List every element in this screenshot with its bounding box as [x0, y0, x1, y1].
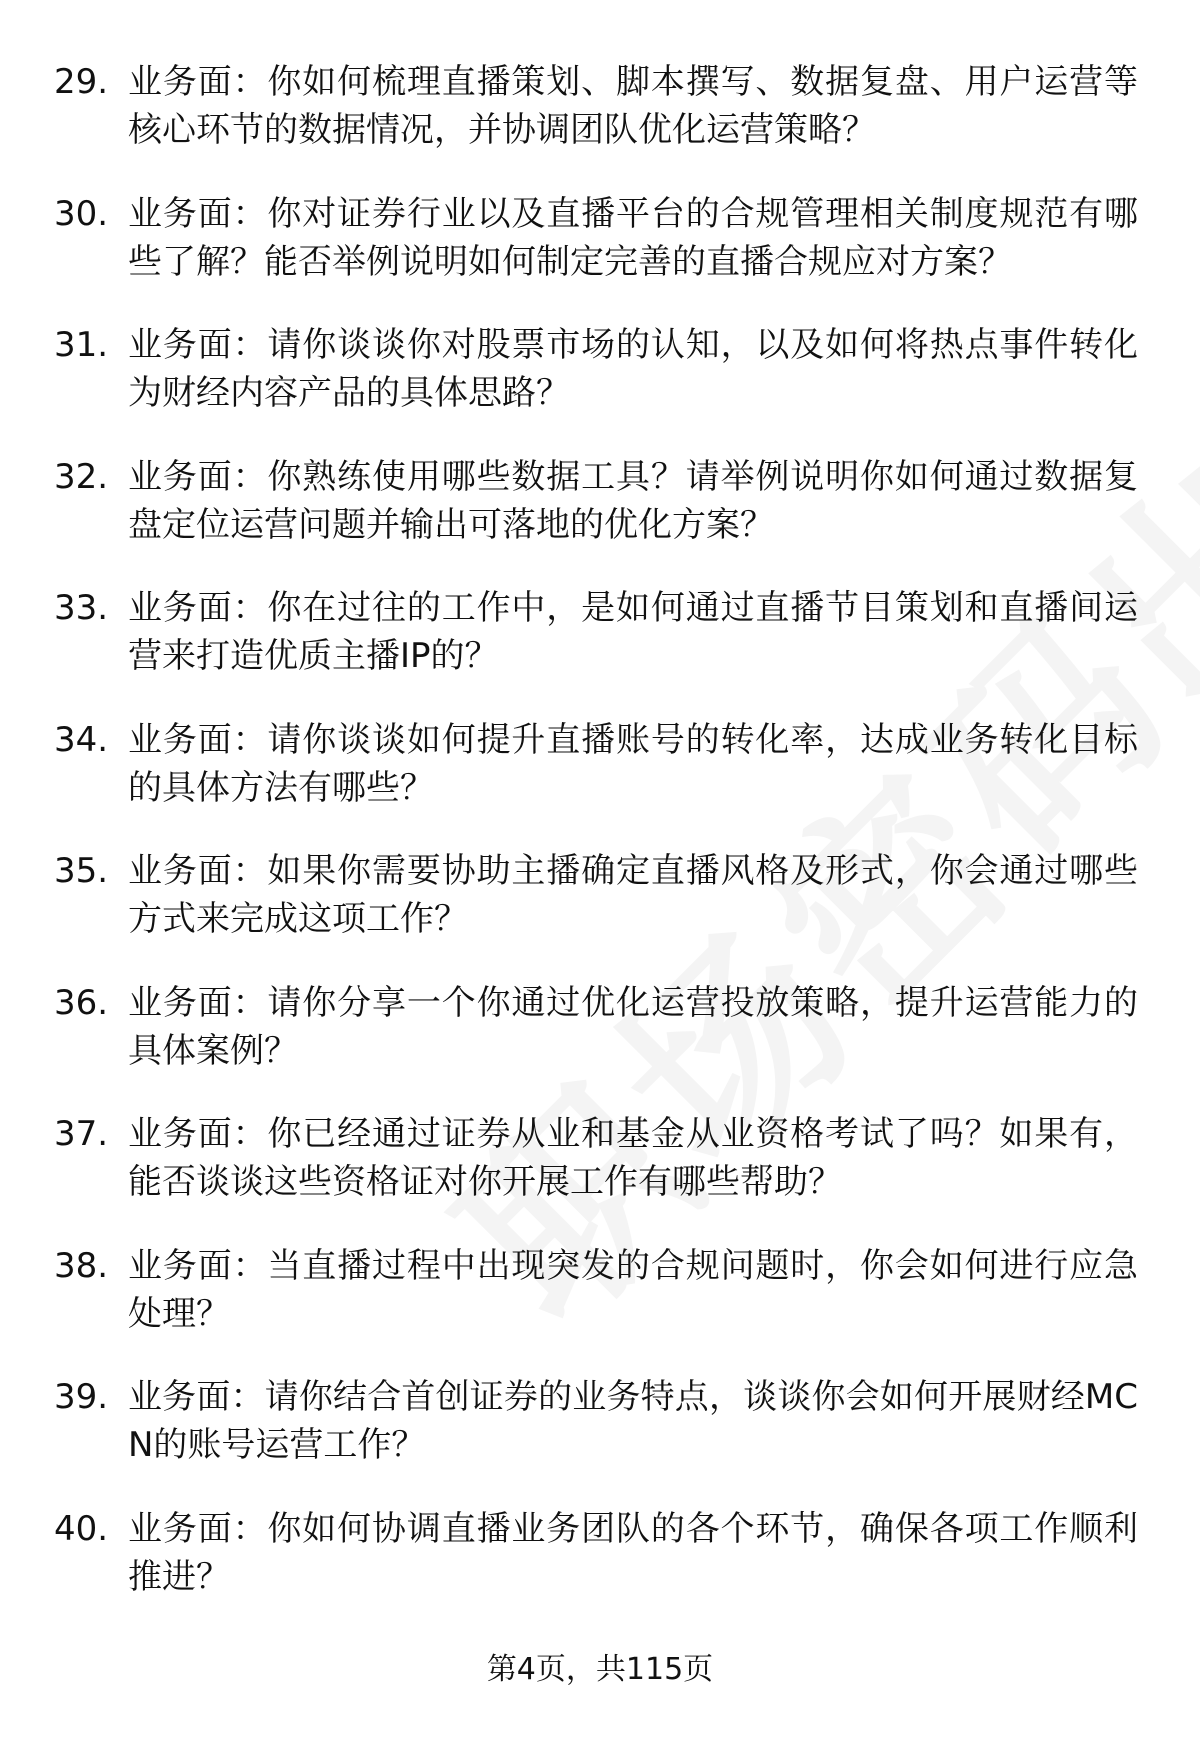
list-item: [0, 321, 1200, 453]
question-number: 40.: [54, 1508, 109, 1549]
question-text: 业务面：请你谈谈你对股票市场的认知，以及如何将热点事件转化为财经内容产品的具体思路？: [128, 325, 1138, 413]
question-number: 36.: [54, 982, 109, 1023]
question-number: 34.: [54, 719, 109, 760]
question-number: 33.: [54, 588, 109, 628]
question-text: 业务面：你对证券行业以及直播平台的合规管理相关制度规范有哪些了解？能否举例说明如何制定完善的直播合规应对方案？: [128, 193, 1138, 282]
question-number: 35.: [54, 851, 109, 891]
question-text: 业务面：你如何梳理直播策划、脚本撰写、数据复盘、用户运营等核心环节的数据情况，并协调团队优化运营策略？: [128, 62, 1138, 150]
question-number: 37.: [54, 1114, 109, 1154]
question-text: 业务面：请你结合首创证券的业务特点，谈谈你会如何开展财经MCN的账号运营工作？: [128, 1377, 1138, 1465]
question-number: 29.: [54, 62, 109, 102]
list-item: [0, 1110, 1200, 1242]
list-item: [0, 453, 1200, 585]
list-item: [0, 1505, 1200, 1637]
question-text: 业务面：如果你需要协助主播确定直播风格及形式，你会通过哪些方式来完成这项工作？: [128, 851, 1138, 939]
question-text: 业务面：请你分享一个你通过优化运营投放策略，提升运营能力的具体案例？: [128, 982, 1138, 1071]
question-number: 32.: [54, 456, 109, 497]
list-item: [0, 58, 1200, 190]
question-list: [0, 58, 1200, 1636]
list-item: [0, 1242, 1200, 1374]
list-item: [0, 584, 1200, 716]
question-number: 38.: [54, 1245, 109, 1286]
list-item: [0, 847, 1200, 979]
list-item: [0, 190, 1200, 322]
question-text: 业务面：你在过往的工作中，是如何通过直播节目策划和直播间运营来打造优质主播IP的？: [128, 588, 1138, 676]
question-text: 业务面：你熟练使用哪些数据工具？请举例说明你如何通过数据复盘定位运营问题并输出可落地的优化方案？: [128, 456, 1138, 545]
page-number: 第4页，共115页: [486, 1652, 714, 1687]
question-number: 39.: [54, 1377, 109, 1417]
question-text: 业务面：你已经通过证券从业和基金从业资格考试了吗？如果有，能否谈谈这些资格证对你开展工作有哪些帮助？: [128, 1114, 1138, 1202]
question-number: 31.: [54, 325, 109, 365]
list-item: [0, 716, 1200, 848]
list-item: [0, 1373, 1200, 1505]
question-text: 业务面：当直播过程中出现突发的合规问题时，你会如何进行应急处理？: [128, 1245, 1138, 1334]
question-text: 业务面：请你谈谈如何提升直播账号的转化率，达成业务转化目标的具体方法有哪些？: [128, 719, 1138, 808]
question-text: 业务面：你如何协调直播业务团队的各个环节，确保各项工作顺利推进？: [128, 1508, 1138, 1597]
list-item: [0, 979, 1200, 1111]
question-number: 30.: [54, 193, 109, 234]
